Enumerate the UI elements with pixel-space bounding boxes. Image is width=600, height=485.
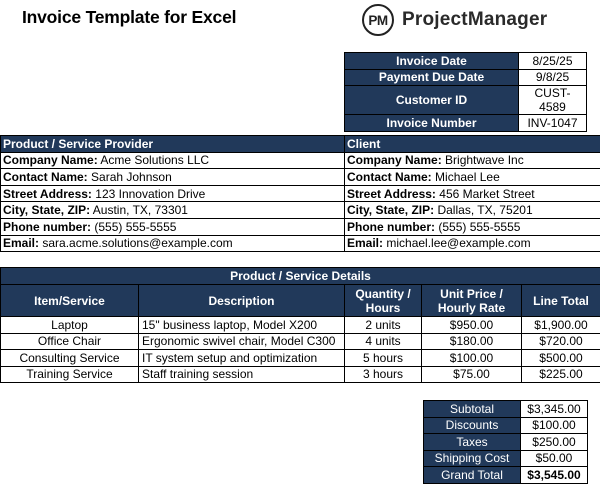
provider-phone-cell[interactable] xyxy=(1,218,345,235)
invoice-date-cell[interactable]: 8/25/25 xyxy=(519,53,587,70)
line-total-cell[interactable]: $720.00 xyxy=(522,333,600,350)
field-label: City, State, ZIP: xyxy=(347,203,435,218)
payment-due-date-row xyxy=(345,69,587,86)
logo-wordmark: ProjectManager xyxy=(402,9,548,30)
shipping-cost-value-cell[interactable]: $50.00 xyxy=(521,450,588,467)
field-value: Acme Solutions LLC xyxy=(100,153,210,168)
description-cell[interactable]: IT system setup and optimization xyxy=(139,350,345,367)
item-cell[interactable]: Consulting Service xyxy=(1,350,139,367)
field-label: Street Address: xyxy=(347,186,436,201)
column-header-unit-price: Unit Price / Hourly Rate xyxy=(422,285,522,317)
provider-company-cell[interactable] xyxy=(1,152,345,169)
parties-header-row xyxy=(1,136,600,153)
field-value: Sarah Johnson xyxy=(91,169,172,184)
table-row xyxy=(1,366,600,383)
unit-price-cell[interactable]: $75.00 xyxy=(422,366,522,383)
invoice-meta-table xyxy=(344,52,587,132)
details-heading: Product / Service Details xyxy=(1,268,600,285)
field-value: 456 Market Street xyxy=(439,186,535,201)
invoice-date-row xyxy=(345,53,587,70)
table-row xyxy=(1,317,600,334)
unit-price-cell[interactable]: $100.00 xyxy=(422,350,522,367)
taxes-value-cell[interactable]: $250.00 xyxy=(521,434,588,451)
subtotal-value-cell[interactable]: $3,345.00 xyxy=(521,401,588,418)
field-value: (555) 555-5555 xyxy=(438,219,521,234)
client-address-cell[interactable] xyxy=(345,185,600,202)
field-label: Phone number: xyxy=(3,219,92,234)
field-label: Company Name: xyxy=(3,153,98,168)
provider-email-cell[interactable] xyxy=(1,235,345,252)
field-label: Phone number: xyxy=(347,219,436,234)
provider-city-cell[interactable] xyxy=(1,202,345,219)
party-row xyxy=(1,152,600,169)
subtotal-row xyxy=(424,401,588,418)
pm-logo-icon: PM xyxy=(362,4,394,36)
meta-label: Payment Due Date xyxy=(345,69,519,86)
parties-table xyxy=(0,135,600,252)
field-label: Street Address: xyxy=(3,186,92,201)
description-cell[interactable]: Ergonomic swivel chair, Model C300 xyxy=(139,333,345,350)
field-value: 123 Innovation Drive xyxy=(95,186,206,201)
field-value: Brightwave Inc xyxy=(445,153,524,168)
details-caption-row xyxy=(1,268,600,285)
client-heading: Client xyxy=(345,136,600,153)
grand-total-value-cell[interactable]: $3,545.00 xyxy=(521,467,588,484)
provider-contact-cell[interactable] xyxy=(1,169,345,186)
client-city-cell[interactable] xyxy=(345,202,600,219)
unit-price-cell[interactable]: $180.00 xyxy=(422,333,522,350)
field-label: Contact Name: xyxy=(347,169,432,184)
field-value: sara.acme.solutions@example.com xyxy=(42,236,233,251)
payment-due-date-cell[interactable]: 9/8/25 xyxy=(519,69,587,86)
table-row xyxy=(1,350,600,367)
details-table xyxy=(0,267,600,383)
quantity-cell[interactable]: 4 units xyxy=(345,333,422,350)
field-value: Michael Lee xyxy=(435,169,500,184)
party-row xyxy=(1,218,600,235)
item-cell[interactable]: Office Chair xyxy=(1,333,139,350)
totals-label: Grand Total xyxy=(424,467,521,484)
customer-id-cell[interactable]: CUST-4589 xyxy=(519,86,587,115)
quantity-cell[interactable]: 3 hours xyxy=(345,366,422,383)
client-contact-cell[interactable] xyxy=(345,169,600,186)
column-header-item: Item/Service xyxy=(1,285,139,317)
item-cell[interactable]: Laptop xyxy=(1,317,139,334)
page-title: Invoice Template for Excel xyxy=(22,7,237,27)
field-label: Email: xyxy=(3,236,40,251)
party-row xyxy=(1,235,600,252)
meta-label: Invoice Number xyxy=(345,115,519,132)
description-cell[interactable]: Staff training session xyxy=(139,366,345,383)
provider-heading: Product / Service Provider xyxy=(1,136,345,153)
totals-table xyxy=(423,400,588,484)
description-cell[interactable]: 15" business laptop, Model X200 xyxy=(139,317,345,334)
field-label: Contact Name: xyxy=(3,169,88,184)
field-label: Email: xyxy=(347,236,384,251)
quantity-cell[interactable]: 5 hours xyxy=(345,350,422,367)
discounts-row xyxy=(424,417,588,434)
taxes-row xyxy=(424,434,588,451)
party-row xyxy=(1,185,600,202)
details-column-header-row xyxy=(1,285,600,317)
field-value: michael.lee@example.com xyxy=(386,236,531,251)
invoice-number-cell[interactable]: INV-1047 xyxy=(519,115,587,132)
quantity-cell[interactable]: 2 units xyxy=(345,317,422,334)
totals-label: Subtotal xyxy=(424,401,521,418)
field-value: Dallas, TX, 75201 xyxy=(437,203,533,218)
meta-label: Invoice Date xyxy=(345,53,519,70)
field-label: City, State, ZIP: xyxy=(3,203,91,218)
line-total-cell[interactable]: $1,900.00 xyxy=(522,317,600,334)
client-company-cell[interactable] xyxy=(345,152,600,169)
invoice-number-row xyxy=(345,115,587,132)
provider-address-cell[interactable] xyxy=(1,185,345,202)
field-value: Austin, TX, 73301 xyxy=(92,203,188,218)
client-email-cell[interactable] xyxy=(345,235,600,252)
customer-id-row xyxy=(345,86,587,115)
field-value: (555) 555-5555 xyxy=(94,219,177,234)
meta-label: Customer ID xyxy=(345,86,519,115)
projectmanager-logo xyxy=(362,4,547,36)
shipping-cost-row xyxy=(424,450,588,467)
table-row xyxy=(1,333,600,350)
client-phone-cell[interactable] xyxy=(345,218,600,235)
item-cell[interactable]: Training Service xyxy=(1,366,139,383)
column-header-line-total: Line Total xyxy=(522,285,600,317)
unit-price-cell[interactable]: $950.00 xyxy=(422,317,522,334)
totals-label: Taxes xyxy=(424,434,521,451)
discounts-value-cell[interactable]: $100.00 xyxy=(521,417,588,434)
party-row xyxy=(1,169,600,186)
totals-label: Shipping Cost xyxy=(424,450,521,467)
column-header-description: Description xyxy=(139,285,345,317)
party-row xyxy=(1,202,600,219)
grand-total-row xyxy=(424,467,588,484)
totals-label: Discounts xyxy=(424,417,521,434)
line-total-cell[interactable]: $500.00 xyxy=(522,350,600,367)
line-total-cell[interactable]: $225.00 xyxy=(522,366,600,383)
field-label: Company Name: xyxy=(347,153,442,168)
column-header-quantity: Quantity / Hours xyxy=(345,285,422,317)
